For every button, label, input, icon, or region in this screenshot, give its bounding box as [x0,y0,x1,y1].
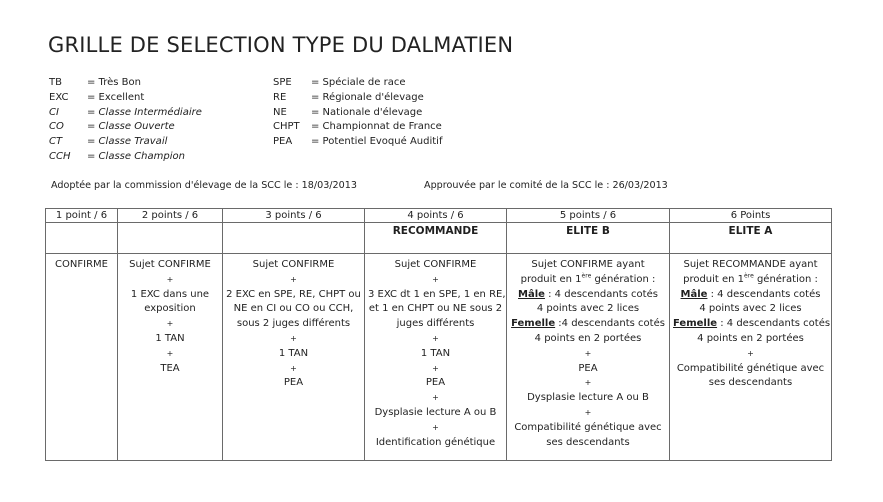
document-title: GRILLE DE SELECTION TYPE DU DALMATIEN [48,33,514,57]
column-header-2-points: 2 points / 6 [118,209,223,223]
criteria-line: Sujet CONFIRME [129,259,211,270]
criteria-line [673,317,831,332]
legend-abbr: RE [273,91,287,103]
level-cell-elite-b: ELITE B [507,223,670,254]
criteria-line: Sujet RECOMMANDE ayant [683,259,818,270]
legend-abbr: CI [49,106,59,118]
legend-row [49,150,202,165]
level-header-row [46,223,832,254]
male-label: Mâle [518,288,545,300]
criteria-line: PEA [578,362,598,374]
female-label: Femelle [511,318,556,330]
legend-desc: = Spéciale de race [311,77,406,88]
column-header-5-points: 5 points / 6 [507,209,670,223]
plus-separator: + [166,274,174,284]
criteria-line: ses descendants [546,436,630,448]
legend-row [273,76,442,91]
superscript: ère [744,272,754,280]
criteria-line: Sujet CONFIRME [252,259,335,270]
plus-separator: + [747,348,754,358]
plus-separator: + [584,407,592,417]
criteria-line: PEA [283,377,304,389]
legend-desc: = Classe Ouverte [87,121,175,133]
criteria-line: Dysplasie lecture A ou B [527,392,649,404]
legend-desc: = Potentiel Evoqué Auditif [311,136,443,148]
criteria-line: 3 EXC dt 1 en SPE, 1 en RE, [368,288,506,300]
criteria-line [673,273,828,288]
criteria-line: NE en CI ou CO ou CCH, [233,303,354,315]
legend-desc: = Championnat de France [311,121,442,133]
legend-abbr: CHPT [273,121,300,133]
column-header-3-points: 3 points / 6 [223,209,365,223]
legend-row [49,76,202,91]
legend-abbr: PEA [273,136,293,148]
criteria-line: Identification génétique [375,436,496,448]
legend-abbr: TB [49,77,62,88]
text-fragment: génération : [591,273,656,285]
legend-abbr: CT [49,136,63,148]
legend-row [273,106,442,121]
criteria-line: juges différents [396,318,475,330]
criteria-line: CONFIRME [55,259,108,270]
legend-desc: = Classe Intermédiaire [87,106,202,118]
selection-grid-table [45,208,832,461]
level-cell-3 [223,223,365,254]
text-fragment: produit en 1 [683,273,745,285]
legend-row [273,120,442,135]
legend-abbr: CO [49,121,64,133]
legend-abbr: NE [273,106,287,118]
male-label: Mâle [680,288,708,300]
text-fragment: : 4 descendants cotés [544,288,658,300]
superscript: ère [581,272,592,280]
legend-desc: = Régionale d'élevage [311,91,424,103]
legend-desc: = Classe Travail [87,136,168,148]
text-fragment: :4 descendants cotés [555,318,665,330]
criteria-line: Sujet CONFIRME [394,259,477,270]
legend-abbreviations-left [49,76,202,165]
adoption-date-note: Adoptée par la commission d'élevage de la SCC le : 18/03/2013 [51,180,357,191]
criteria-cell-5-points [507,254,670,461]
criteria-line: 4 points avec 2 lices [536,303,640,315]
criteria-line: Sujet CONFIRME ayant [531,259,645,270]
criteria-line [673,288,828,303]
approval-date-note: Approuvée par le comité de la SCC le : 26/03/2013 [424,180,668,191]
plus-separator: + [432,422,439,432]
points-header-row [46,209,832,223]
criteria-cell-2-points [118,254,223,461]
criteria-line: et 1 en CHPT ou NE sous 2 [368,303,503,315]
criteria-line: 1 TAN [278,347,309,359]
legend-row [49,120,202,135]
legend-desc: = Nationale d'élevage [311,106,423,118]
criteria-cell-3-points [223,254,365,461]
plus-separator: + [432,393,439,403]
level-cell-1 [46,223,118,254]
level-cell-2 [118,223,223,254]
text-fragment: : 4 descendants cotés [707,288,821,300]
criteria-line: sous 2 juges différents [236,318,351,330]
criteria-line: 4 points en 2 portées [534,332,642,344]
criteria-line: 2 EXC en SPE, RE, CHPT ou [226,288,361,300]
column-header-1-point: 1 point / 6 [46,209,118,223]
legend-row [49,106,202,121]
plus-separator: + [584,378,592,388]
criteria-line: 1 TAN [420,347,451,359]
criteria-line: PEA [425,377,446,389]
level-cell-recommande: RECOMMANDE [365,223,507,254]
criteria-line [510,273,666,288]
legend-row [273,135,442,150]
legend-abbr: EXC [49,91,69,103]
column-header-6-points: 6 Points [670,209,832,223]
criteria-line: Compatibilité génétique avec [514,421,662,433]
plus-separator: + [584,348,592,358]
legend-row [49,135,202,150]
criteria-cell-1-point [46,254,118,461]
female-label: Femelle [673,318,718,330]
plus-separator: + [432,274,439,284]
plus-separator: + [166,319,174,329]
criteria-cell-4-points [365,254,507,461]
criteria-line: 4 points en 2 portées [697,332,804,344]
legend-desc: = Classe Champion [87,150,185,162]
plus-separator: + [290,274,297,284]
plus-separator: + [290,363,297,373]
criteria-line: Compatibilité génétique avec [676,362,825,374]
criteria-line: Dysplasie lecture A ou B [374,406,497,418]
legend-abbr: SPE [273,77,292,88]
criteria-line: ses descendants [708,377,793,389]
text-fragment: génération : [753,273,818,285]
text-fragment: produit en 1 [520,273,582,285]
criteria-row [46,254,832,461]
level-cell-elite-a: ELITE A [670,223,832,254]
text-fragment: : 4 descendants cotés [717,318,831,330]
plus-separator: + [432,363,439,373]
plus-separator: + [166,348,174,358]
legend-abbr: CCH [49,150,71,162]
legend-row [273,91,442,106]
plus-separator: + [432,333,439,343]
criteria-line: 1 EXC dans une [130,288,210,300]
criteria-line [510,288,666,303]
legend-row [49,91,202,106]
plus-separator: + [290,333,297,343]
criteria-line [510,317,666,332]
criteria-line: exposition [144,303,196,315]
criteria-line: 1 TAN [155,332,185,344]
criteria-line: TEA [160,362,180,374]
legend-abbreviations-right [273,76,442,150]
column-header-4-points: 4 points / 6 [365,209,507,223]
legend-desc: = Excellent [87,91,145,103]
criteria-cell-6-points [670,254,832,461]
legend-desc: = Très Bon [87,77,141,88]
criteria-line: 4 points avec 2 lices [699,303,802,315]
